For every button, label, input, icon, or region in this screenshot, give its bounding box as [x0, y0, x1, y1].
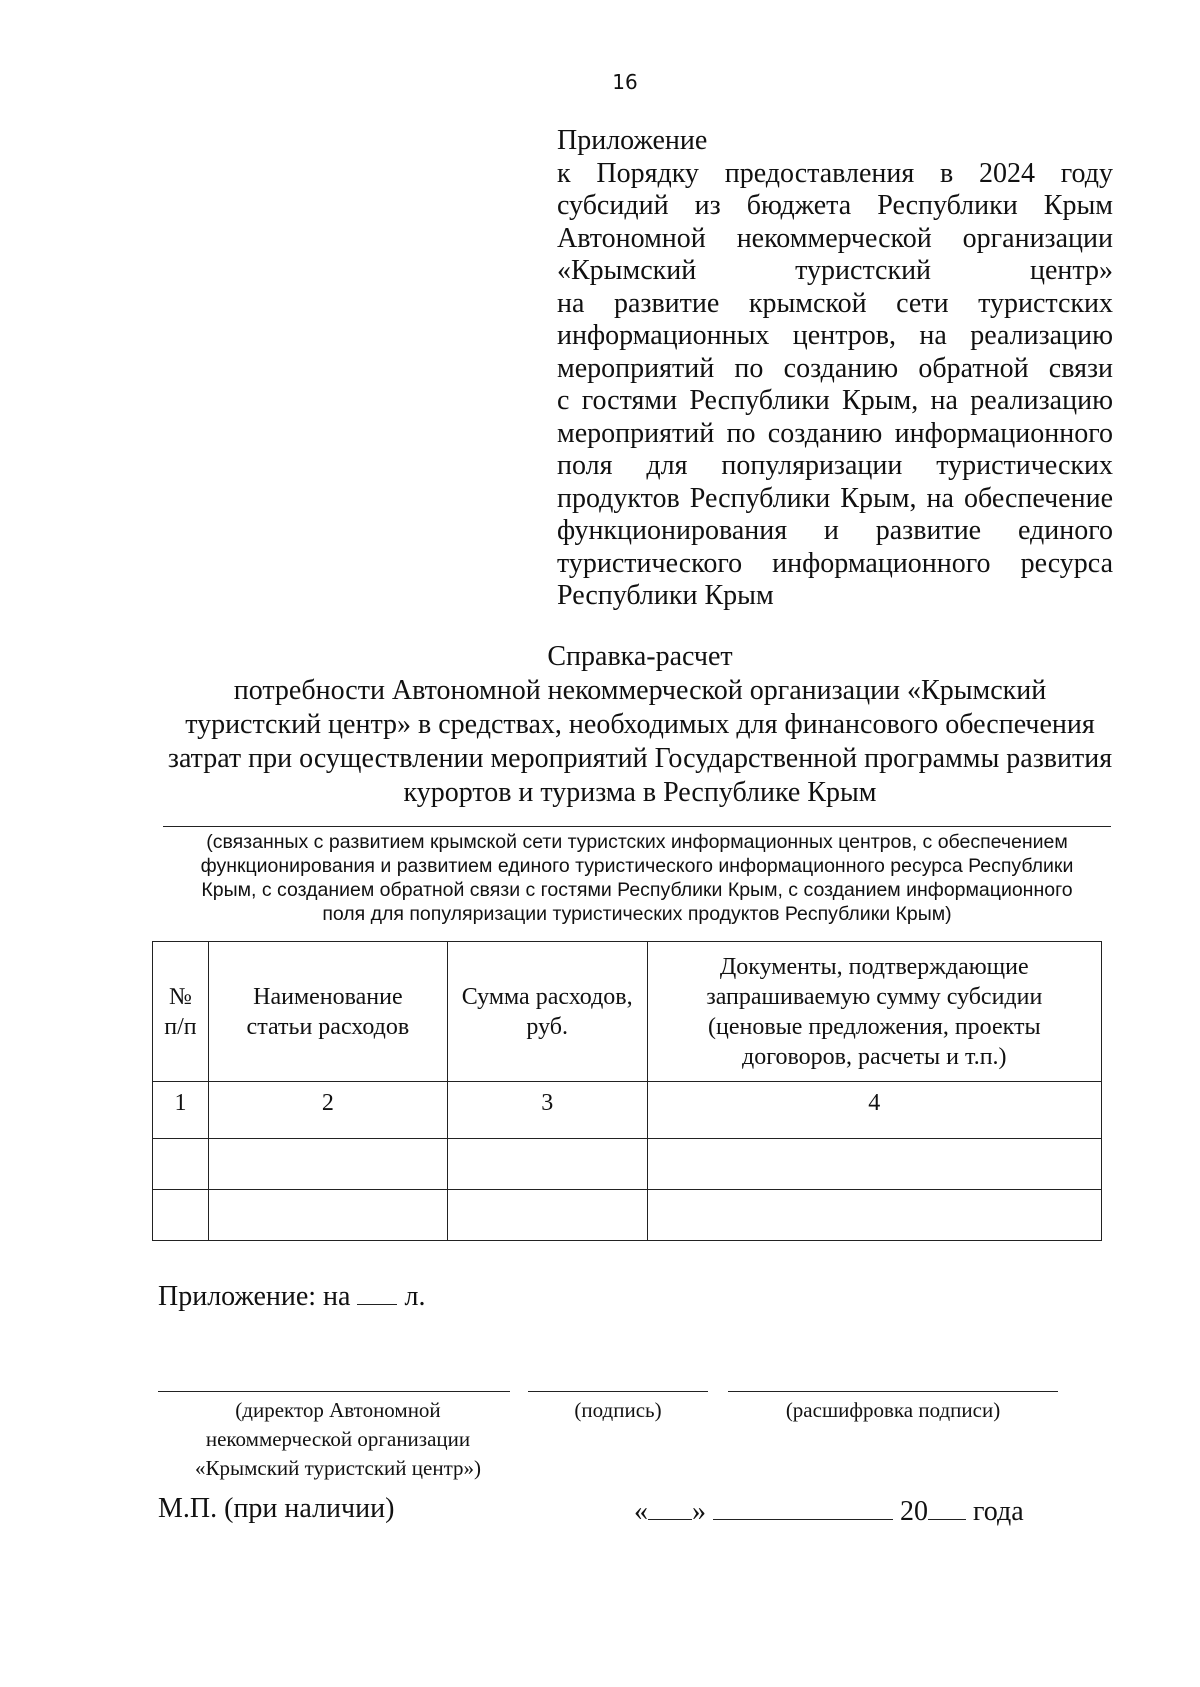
appendix-heading [557, 125, 1113, 613]
appendix-line: поля для популяризации туристических [557, 450, 1113, 481]
appendix-line: субсидий из бюджета Республики Крым [557, 190, 1113, 221]
signature-decoding-caption: (расшифровка подписи) [785, 1398, 1001, 1422]
title-line: туристский центр» в средствах, необходимых для финансового обеспечения [185, 709, 1095, 740]
document-title [150, 640, 1130, 810]
title-line: курортов и туризма в Республике Крым [403, 777, 877, 808]
attachment-suffix: л. [404, 1281, 426, 1312]
director-signature-line[interactable] [158, 1391, 510, 1392]
date-line [634, 1493, 1024, 1528]
table-cell[interactable] [647, 1139, 1101, 1190]
attachment-line [158, 1278, 425, 1313]
appendix-line: Республики Крым [557, 580, 774, 611]
appendix-line: мероприятий по созданию информационного [557, 417, 1113, 449]
date-close-quote: » [692, 1496, 706, 1527]
appendix-line: к Порядку предоставления в 2024 году [557, 157, 1113, 189]
appendix-line: на развитие крымской сети туристских [557, 287, 1113, 319]
header-cell-documents: Документы, подтверждающие запрашиваемую сумму субсидии (ценовые предложения, проекты договоров, расчеты и т.п.) [647, 942, 1101, 1082]
title-line: Справка-расчет [547, 641, 733, 672]
page-number: 16 [612, 70, 638, 94]
table-row [153, 1139, 1102, 1190]
appendix-line: мероприятий по созданию обратной связи [557, 352, 1113, 384]
table-row [153, 1190, 1102, 1241]
subnote [163, 830, 1111, 926]
table-cell[interactable] [447, 1139, 647, 1190]
appendix-line: продуктов Республики Крым, на обеспечение [557, 482, 1113, 514]
attachment-count-field[interactable] [357, 1278, 397, 1305]
column-number-cell: 2 [208, 1082, 447, 1139]
appendix-line: туристического информационного ресурса [557, 547, 1113, 579]
attachment-prefix: Приложение: на [158, 1281, 351, 1312]
appendix-line: функционирования и развитие единого [557, 515, 1113, 546]
signature-decoding-line[interactable] [728, 1391, 1058, 1392]
header-cell-sum: Сумма расходов, руб. [447, 942, 647, 1082]
date-open-quote: « [634, 1496, 648, 1527]
date-month-field[interactable] [713, 1493, 893, 1520]
appendix-line: «Крымский туристский центр» [557, 255, 1113, 286]
appendix-line: Автономной некоммерческой организации [557, 222, 1113, 254]
title-line: затрат при осуществлении мероприятий Государственной программы развития [167, 743, 1113, 774]
column-number-cell: 3 [447, 1082, 647, 1139]
subnote-line: (связанных с развитием крымской сети туристских информационных центров, с обеспечением [206, 831, 1068, 853]
table-cell[interactable] [153, 1190, 209, 1241]
date-year-suffix: года [973, 1496, 1024, 1527]
title-underline [163, 826, 1111, 827]
appendix-line: информационных центров, на реализацию [557, 320, 1113, 351]
table-cell[interactable] [208, 1190, 447, 1241]
signature-caption: (подпись) [574, 1398, 662, 1422]
date-year-prefix: 20 [900, 1496, 928, 1527]
table-header-row [153, 942, 1102, 1082]
title-line: потребности Автономной некоммерческой организации «Крымский [233, 675, 1047, 706]
subnote-line: Крым, с созданием обратной связи с гостями Республики Крым, с созданием информационного [201, 879, 1073, 901]
subnote-line: поля для популяризации туристических продуктов Республики Крым) [322, 903, 952, 925]
table-cell[interactable] [647, 1190, 1101, 1241]
table-cell[interactable] [208, 1139, 447, 1190]
signature-line[interactable] [528, 1391, 708, 1392]
date-day-field[interactable] [648, 1493, 692, 1520]
appendix-line: с гостями Республики Крым, на реализацию [557, 385, 1113, 416]
table-row [153, 1082, 1102, 1139]
director-caption: (директор Автономной некоммерческой организации «Крымский туристский центр») [194, 1398, 482, 1480]
seal-label: М.П. (при наличии) [158, 1493, 395, 1524]
appendix-line: Приложение [557, 125, 708, 156]
table-cell[interactable] [447, 1190, 647, 1241]
header-cell-name: Наименование статьи расходов [208, 942, 447, 1082]
table-cell[interactable] [153, 1139, 209, 1190]
column-number-cell: 1 [153, 1082, 209, 1139]
column-number-cell: 4 [647, 1082, 1101, 1139]
subnote-line: функционирования и развитием единого туристического информационного ресурса Республики [200, 855, 1074, 877]
date-year-field[interactable] [928, 1493, 966, 1520]
header-cell-number: № п/п [153, 942, 209, 1082]
expense-table [152, 941, 1102, 1241]
